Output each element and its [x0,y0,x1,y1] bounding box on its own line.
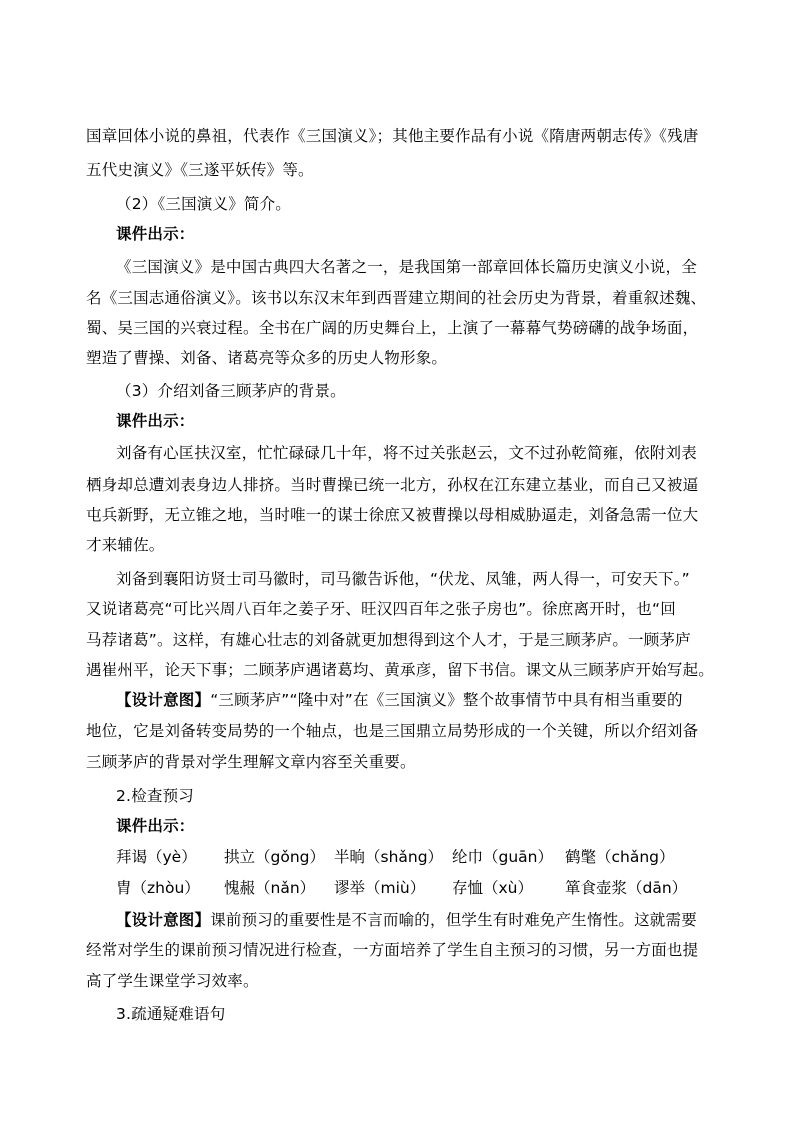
paragraph-line: 三顾茅庐的背景对学生理解文章内容至关重要。 [86,753,416,771]
paragraph-line: 经常对学生的课前预习情况进行检查，一方面培养了学生自主预习的习惯，另一方面也提 [86,941,699,959]
vocab-item: 拱立（gǒng） [224,848,325,866]
paragraph-line: 地位，它是刘备转变局势的一个轴点，也是三国鼎立局势形成的一个关键，所以介绍刘备 [86,722,699,740]
design-intent-text: “三顾茅庐”“隆中对”在《三国演义》整个故事情节中具有相当重要的 [210,691,683,709]
vocab-row [116,847,716,867]
vocab-item: 胄（zhòu） [116,879,200,897]
paragraph-line: 国章回体小说的鼻祖，代表作《三国演义》；其他主要作品有小说《隋唐两朝志传》《残唐 [86,127,699,145]
vocab-item: 谬举（miù） [334,879,426,897]
vocab-row [116,878,716,898]
vocab-item: 鹤氅（chǎng） [565,848,675,866]
paragraph-line: 遇崔州平，论天下事；二顾茅庐遇诸葛均、黄承彦，留下书信。课文从三顾茅庐开始写起。 [86,661,715,679]
design-intent-line [116,690,756,710]
paragraph-line: 刘备有心匡扶汉室，忙忙碌碌几十年，将不过关张赵云，文不过孙乾简雍，依附刘表 [116,444,697,462]
paragraph-line: 屯兵新野，无立锥之地，当时唯一的谋士徐庶又被曹操以母相威胁逼走，刘备急需一位大 [86,506,699,524]
courseware-label: 课件出示： [116,412,195,430]
courseware-label: 课件出示： [116,817,195,835]
design-intent-label: 【设计意图】 [116,691,211,709]
paragraph-line: 刘备到襄阳访贤士司马徽时，司马徽告诉他，“伏龙、凤雏，两人得一，可安天下。” [116,570,690,588]
paragraph-line: 塑造了曹操、刘备、诸葛亮等众多的历史人物形象。 [86,349,448,367]
paragraph-line: 名《三国志通俗演义》。该书以东汉末年到西晋建立期间的社会历史为背景，着重叙述魏、 [86,289,707,307]
courseware-label: 课件出示： [116,225,195,243]
paragraph-line: 高了学生课堂学习效率。 [86,972,259,990]
section-heading: （2）《三国演义》简介。 [116,195,292,213]
section-heading: （3）介绍刘备三顾茅庐的背景。 [116,382,346,400]
paragraph-line: 五代史演义》《三遂平妖传》等。 [86,161,314,179]
paragraph-line: 马荐诸葛”。这样，有雄心壮志的刘备就更加想得到这个人才，于是三顾茅庐。一顾茅庐 [86,631,691,649]
section-heading: 3.疏通疑难语句 [116,1005,226,1023]
vocab-item: 半晌（shǎng） [334,848,444,866]
vocab-item: 纶巾（guān） [452,848,553,866]
vocab-item: 拜谒（yè） [116,848,197,866]
vocab-item: 存恤（xù） [452,879,533,897]
design-intent-label: 【设计意图】 [116,911,211,929]
section-heading: 2.检查预习 [116,787,194,805]
design-intent-line [116,910,756,930]
paragraph-line: 蜀、吴三国的兴衰过程。全书在广阔的历史舞台上，上演了一幕幕气势磅礴的战争场面， [86,319,699,337]
design-intent-text: 课前预习的重要性是不言而喻的，但学生有时难免产生惰性。这就需要 [210,911,697,929]
paragraph-line: 才来辅佐。 [86,536,165,554]
paragraph-line: 栖身却总遭刘表身边人排挤。当时曹操已统一北方，孙权在江东建立基业，而自己又被逼 [86,476,699,494]
paragraph-line: 又说诸葛亮“可比兴周八百年之姜子牙、旺汉四百年之张子房也”。徐庶离开时，也“回 [86,600,676,618]
vocab-item: 愧赧（nǎn） [224,879,316,897]
paragraph-line: 《三国演义》是中国古典四大名著之一，是我国第一部章回体长篇历史演义小说，全 [116,258,697,276]
vocab-item: 箪食壶浆（dān） [565,879,688,897]
